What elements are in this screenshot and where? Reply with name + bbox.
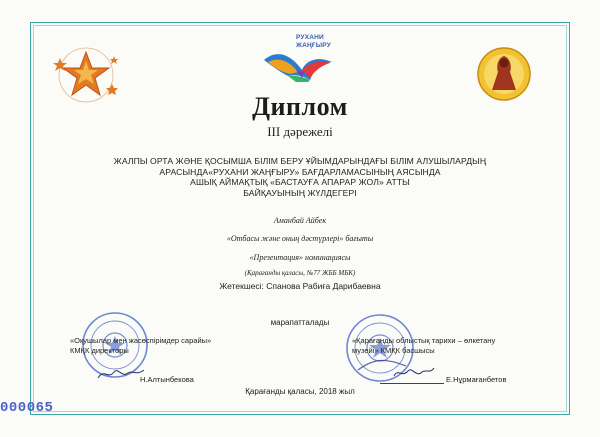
right-org-line-1: «Қарағанды облыстық тарихи – өлкетану — [352, 336, 496, 345]
nomination-text: «Презентация» номинациясы — [249, 253, 351, 262]
direction-text: «Отбасы және оның дәстүрлері» бағыты — [226, 234, 374, 243]
left-organization — [70, 336, 260, 355]
right-organization — [352, 336, 552, 355]
left-org-line-1: «Оқушылар мен жасөспірімдер сарайы» — [70, 336, 212, 345]
logo-caption-line-2: ЖАҢҒЫРУ — [296, 42, 332, 49]
heading-line-1: ЖАЛПЫ ОРТА ЖӘНЕ ҚОСЫМША БІЛІМ БЕРУ ҰЙЫМДАРЫНДАҒЫ БІЛІМ АЛУШЫЛАРДЫҢ — [113, 156, 487, 166]
right-signatory-name: Е.Нұрмағанбетов — [446, 375, 507, 384]
heading-line-3: АШЫҚ АЙМАҚТЫҚ «БАСТАУҒА АПАРАР ЖОЛ» АТТЫ — [190, 177, 410, 188]
recipient-name: Аманбай Айбек — [273, 216, 327, 225]
logo-caption-line-1: РУХАНИ — [296, 34, 324, 41]
awarded-by-text: марапатталады — [270, 318, 330, 327]
serial-number: 000065 — [0, 400, 54, 416]
school-text: (Қарағанды қаласы, №77 ЖББ МБК) — [244, 269, 356, 277]
right-signature — [392, 364, 436, 382]
left-signatory-name: Н.Алтынбекова — [140, 375, 194, 384]
rukhani-zhangyru-caption — [296, 34, 331, 50]
heading-line-2: АРАСЫНДА«РУХАНИ ЖАҢҒЫРУ» БАҒДАРЛАМАСЫНЫҢ АЯСЫНДА — [159, 166, 441, 177]
diploma-degree: III дәрежелі — [267, 124, 333, 139]
heading-line-4: БАЙҚАУЫНЫҢ ЖҮЛДЕГЕРІ — [243, 187, 357, 198]
right-signature-line — [380, 383, 444, 384]
diploma-title: Диплом — [252, 92, 348, 121]
right-org-line-2: музейі» КМҚК басшысы — [352, 345, 435, 355]
contest-heading — [70, 156, 530, 198]
left-org-line-2: КМҚК директоры — [70, 345, 129, 355]
city-year: Қарағанды қаласы, 2018 жыл — [245, 387, 355, 396]
leader-text: Жетекшесі: Спанова Рабиға Дарибаевна — [219, 281, 381, 291]
left-signature — [96, 364, 146, 382]
